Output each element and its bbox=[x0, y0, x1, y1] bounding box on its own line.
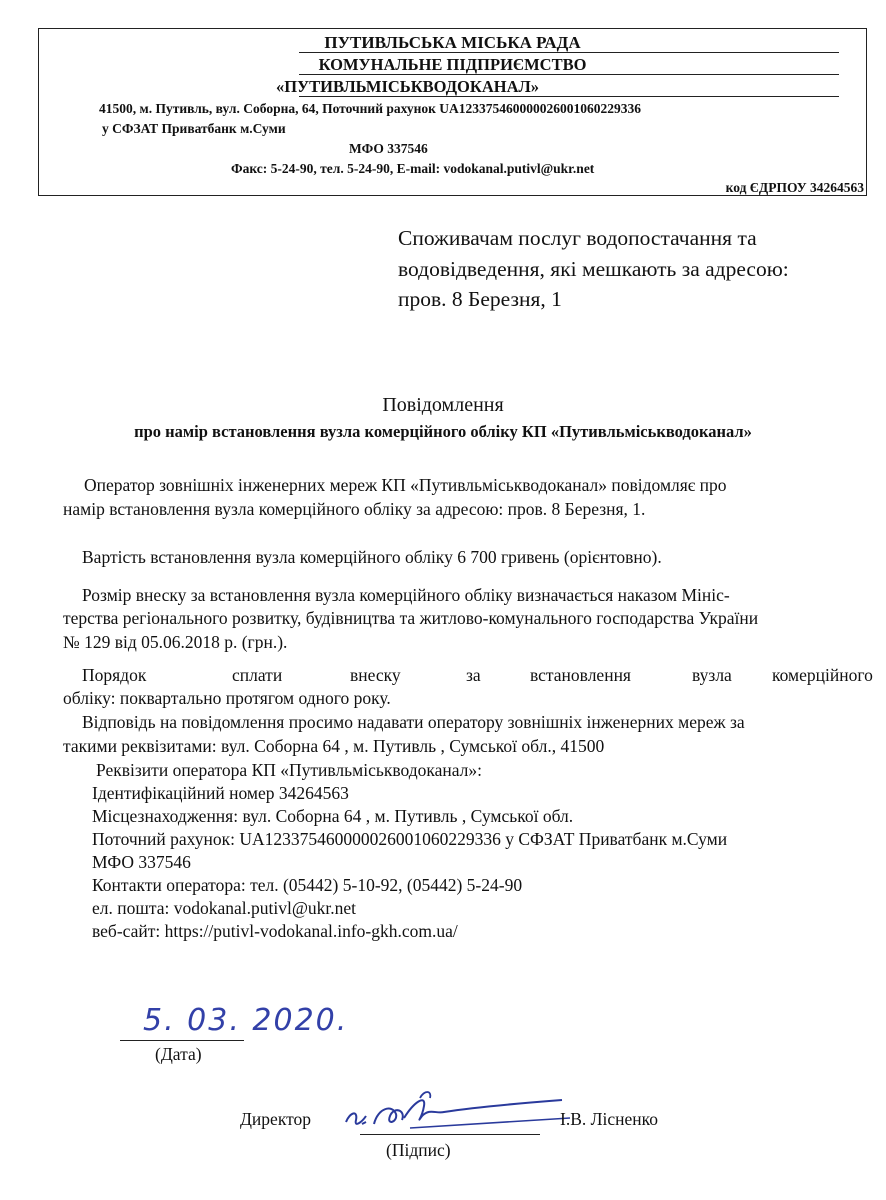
requisites-location: Місцезнаходження: вул. Соборна 64 , м. Путивль , Сумської обл. bbox=[92, 806, 574, 826]
letterhead bbox=[38, 28, 867, 196]
letterhead-rule-1 bbox=[299, 52, 839, 53]
director-label: Директор bbox=[240, 1109, 312, 1129]
signature-line bbox=[360, 1134, 540, 1135]
paragraph-payment-word-1: Порядок bbox=[82, 665, 147, 685]
paragraph-payment-line-2: обліку: поквартально протягом одного року. bbox=[63, 688, 391, 708]
requisites-contacts: Контакти оператора: тел. (05442) 5-10-92, (05442) 5-24-90 bbox=[92, 875, 523, 895]
date-line bbox=[120, 1040, 244, 1041]
paragraph-payment-word-7: комерційного bbox=[772, 665, 873, 685]
requisites-website: веб-сайт: https://putivl-vodokanal.info-gkh.com.ua/ bbox=[92, 921, 458, 941]
paragraph-payment-word-4: за bbox=[466, 665, 481, 685]
letterhead-rule-3 bbox=[299, 96, 839, 97]
addressee-line-1: Споживачам послуг водопостачання та bbox=[398, 226, 757, 250]
letterhead-enterprise-name: «ПУТИВЛЬМІСЬКВОДОКАНАЛ» bbox=[275, 77, 540, 96]
date-label: (Дата) bbox=[155, 1044, 202, 1064]
letterhead-council: ПУТИВЛЬСЬКА МІСЬКА РАДА bbox=[324, 33, 581, 52]
signature-image bbox=[340, 1088, 580, 1138]
signature-label: (Підпис) bbox=[386, 1140, 451, 1160]
addressee-line-3: пров. 8 Березня, 1 bbox=[398, 287, 562, 311]
paragraph-reply-line-1: Відповідь на повідомлення просимо надавати оператору зовнішніх інженерних мереж за bbox=[82, 712, 745, 732]
paragraph-payment-word-3: внеску bbox=[350, 665, 401, 685]
paragraph-fee-line-3: № 129 від 05.06.2018 р. (грн.). bbox=[63, 632, 288, 652]
letterhead-bank: у СФЗАТ Приватбанк м.Суми bbox=[102, 121, 286, 136]
letterhead-edrpou: код ЄДРПОУ 34264563 bbox=[725, 180, 864, 195]
requisites-id: Ідентифікаційний номер 34264563 bbox=[92, 783, 349, 803]
notice-subtitle: про намір встановлення вузла комерційного обліку КП «Путивльміськводоканал» bbox=[134, 422, 752, 441]
paragraph-payment-word-2: сплати bbox=[232, 665, 283, 685]
requisites-mfo: МФО 337546 bbox=[92, 852, 191, 872]
letterhead-enterprise-type: КОМУНАЛЬНЕ ПІДПРИЄМСТВО bbox=[318, 55, 587, 74]
paragraph-1-line-2: намір встановлення вузла комерційного обліку за адресою: пров. 8 Березня, 1. bbox=[63, 499, 646, 519]
paragraph-payment-word-5: встановлення bbox=[530, 665, 631, 685]
letterhead-address: 41500, м. Путивль, вул. Соборна, 64, Поточний рахунок UA123375460000026001060229336 bbox=[99, 101, 642, 116]
director-name: І.В. Лісненко bbox=[560, 1109, 658, 1129]
addressee-line-2: водовідведення, які мешкають за адресою: bbox=[398, 257, 789, 281]
paragraph-1-line-1: Оператор зовнішніх інженерних мереж КП «Путивльміськводоканал» повідомляє про bbox=[84, 475, 727, 495]
handwritten-date: 5. 03. 2020. bbox=[143, 1003, 349, 1038]
letterhead-mfo: МФО 337546 bbox=[349, 141, 428, 156]
paragraph-fee-line-1: Розмір внеску за встановлення вузла комерційного обліку визначається наказом Мініс- bbox=[82, 585, 730, 605]
requisites-account: Поточний рахунок: UA123375460000026001060229336 у СФЗАТ Приватбанк м.Суми bbox=[92, 829, 728, 849]
paragraph-fee-line-2: терства регіонального розвитку, будівництва та житлово-комунального господарства України bbox=[63, 608, 759, 628]
paragraph-cost: Вартість встановлення вузла комерційного обліку 6 700 гривень (орієнтовно). bbox=[82, 547, 662, 567]
letterhead-contacts: Факс: 5-24-90, тел. 5-24-90, E-mail: vodokanal.putivl@ukr.net bbox=[231, 161, 595, 176]
paragraph-payment-word-6: вузла bbox=[692, 665, 732, 685]
paragraph-reply-line-2: такими реквізитами: вул. Соборна 64 , м. Путивль , Сумської обл., 41500 bbox=[63, 736, 605, 756]
letterhead-rule-2 bbox=[299, 74, 839, 75]
notice-title: Повідомлення bbox=[382, 394, 504, 416]
requisites-title: Реквізити оператора КП «Путивльміськводоканал»: bbox=[96, 760, 483, 780]
requisites-email: ел. пошта: vodokanal.putivl@ukr.net bbox=[92, 898, 357, 918]
